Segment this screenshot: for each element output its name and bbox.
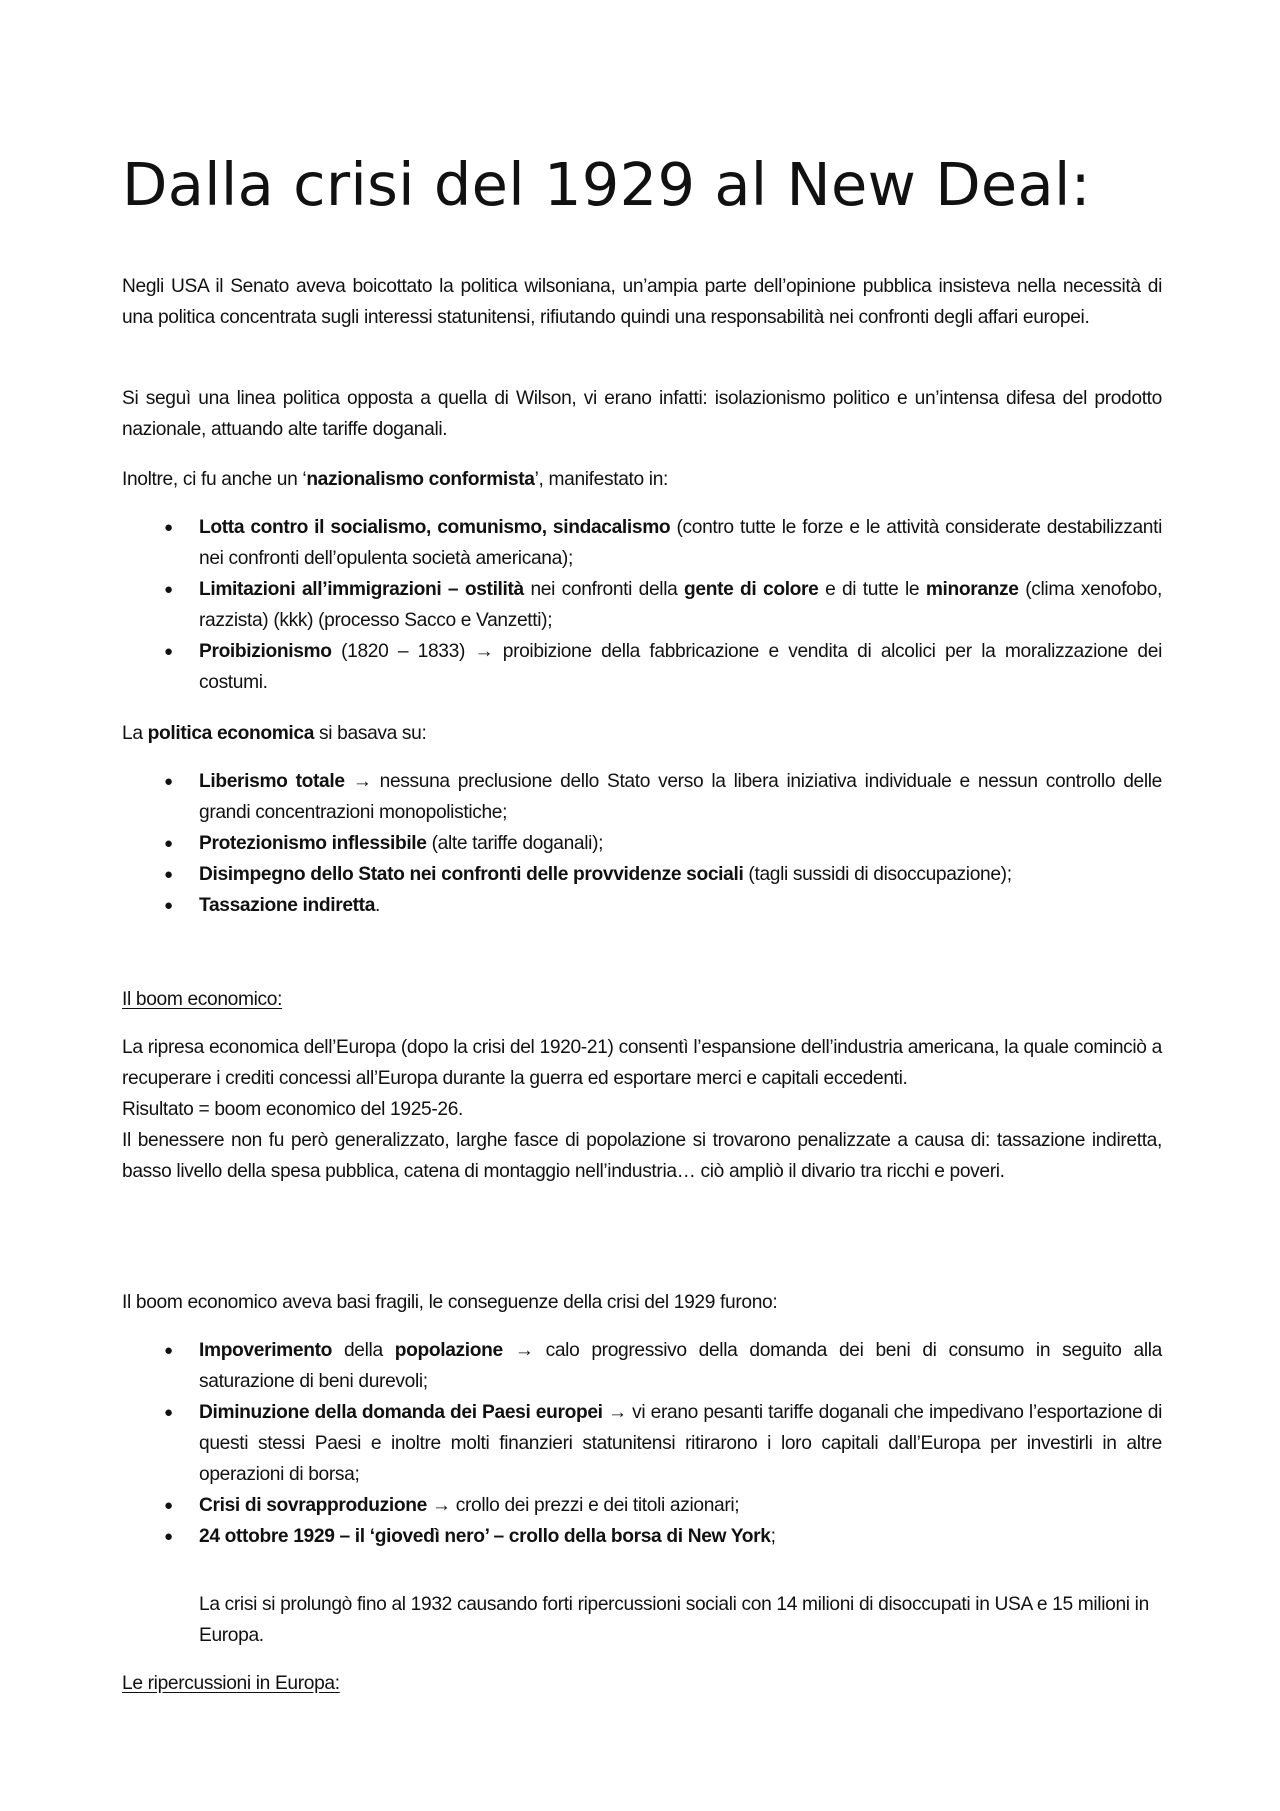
politica-economica-list [122, 766, 1162, 921]
bullet-icon: ● [164, 835, 173, 852]
politica-economica-term: politica economica [147, 723, 315, 744]
list-item: ● 24 ottobre 1929 – il ‘giovedì nero’ – crollo della borsa di New York; [122, 1521, 1162, 1552]
list-item: ● Limitazioni all’immigrazioni – ostilità nei confronti della gente di colore e di tutte le minoranze (clima xenofobo, razzista) (kkk) (processo Sacco e Vanzetti); [122, 574, 1162, 636]
boom-paragraph [122, 1032, 1162, 1187]
list-item: ● Proibizionismo (1820 – 1833) → proibizione della fabbricazione e vendita di alcolici per la moralizzazione dei costumi. [122, 636, 1162, 698]
bullet-icon: ● [164, 519, 173, 536]
boom-line-1: La ripresa economica dell’Europa (dopo la crisi del 1920-21) consentì l’espansione dell’industria americana, la quale cominciò a recuperare i crediti concessi all’Europa durante la guerra ed esportare merci e capitali eccedenti. [122, 1037, 1162, 1089]
bullet-icon: ● [164, 581, 173, 598]
boom-line-3: Il benessere non fu però generalizzato, larghe fasce di popolazione si trovarono penalizzate a causa di: tassazione indiretta, basso livello della spesa pubblica, catena di montaggio nell’industria… ciò ampliò il divario tra ricchi e poveri. [122, 1130, 1162, 1182]
intro-paragraph-2: Si seguì una linea politica opposta a quella di Wilson, vi erano infatti: isolazionismo politico e un’intensa difesa del prodotto nazionale, attuando alte tariffe doganali. [122, 388, 1162, 440]
section-heading-europa: Le ripercussioni in Europa: [122, 1673, 340, 1694]
bullet-icon: ● [164, 1528, 173, 1545]
conseguenze-lead: Il boom economico aveva basi fragili, le conseguenze della crisi del 1929 furono: [122, 1292, 778, 1313]
list-item: ● Impoverimento della popolazione → calo progressivo della domanda dei beni di consumo in seguito alla saturazione di beni durevoli; [122, 1335, 1162, 1397]
bullet-icon: ● [164, 1342, 173, 1359]
list-item: ● Crisi di sovrapproduzione → crollo dei prezzi e dei titoli azionari; [122, 1490, 1162, 1521]
bullet-icon: ● [164, 643, 173, 660]
politica-economica-lead: La politica economica si basava su: [122, 723, 427, 744]
list-item: ● Diminuzione della domanda dei Paesi europei → vi erano pesanti tariffe doganali che impedivano l’esportazione di questi stessi Paesi e inoltre molti finanzieri statunitensi ritirarono i loro capitali dall’Europa per investirli in altre operazioni di borsa; [122, 1397, 1162, 1490]
list-item: ● Disimpegno dello Stato nei confronti delle provvidenze sociali (tagli sussidi di disoccupazione); [122, 859, 1162, 890]
list-item: ● Liberismo totale → nessuna preclusione dello Stato verso la libera iniziativa individuale e nessun controllo delle grandi concentrazioni monopolistiche; [122, 766, 1162, 828]
boom-line-2: Risultato = boom economico del 1925-26. [122, 1099, 464, 1120]
bullet-icon: ● [164, 866, 173, 883]
page-title: Dalla crisi del 1929 al New Deal: [122, 150, 1091, 219]
bullet-icon: ● [164, 1404, 173, 1421]
section-heading-boom: Il boom economico: [122, 989, 283, 1010]
bullet-icon: ● [164, 897, 173, 914]
intro-paragraph-1: Negli USA il Senato aveva boicottato la politica wilsoniana, un’ampia parte dell’opinione pubblica insisteva nella necessità di una politica concentrata sugli interessi statunitensi, rifiutando quindi una responsabilità nei confronti degli affari europei. [122, 276, 1162, 328]
list-item: ● Protezionismo inflessibile (alte tariffe doganali); [122, 828, 1162, 859]
conseguenze-list [122, 1335, 1162, 1552]
list-item: ● Lotta contro il socialismo, comunismo, sindacalismo (contro tutte le forze e le attività considerate destabilizzanti nei confronti dell’opulenta società americana); [122, 512, 1162, 574]
list-item: ● Tassazione indiretta. [122, 890, 1162, 921]
bullet-icon: ● [164, 1497, 173, 1514]
bullet-icon: ● [164, 773, 173, 790]
nazionalismo-term: nazionalismo conformista [306, 469, 535, 490]
conseguenze-closing: La crisi si prolungò fino al 1932 causando forti ripercussioni sociali con 14 milioni di disoccupati in USA e 15 milioni in Europa. [199, 1594, 1149, 1646]
nazionalismo-list [122, 512, 1162, 698]
nazionalismo-lead: Inoltre, ci fu anche un ‘nazionalismo conformista’, manifestato in: [122, 469, 669, 490]
